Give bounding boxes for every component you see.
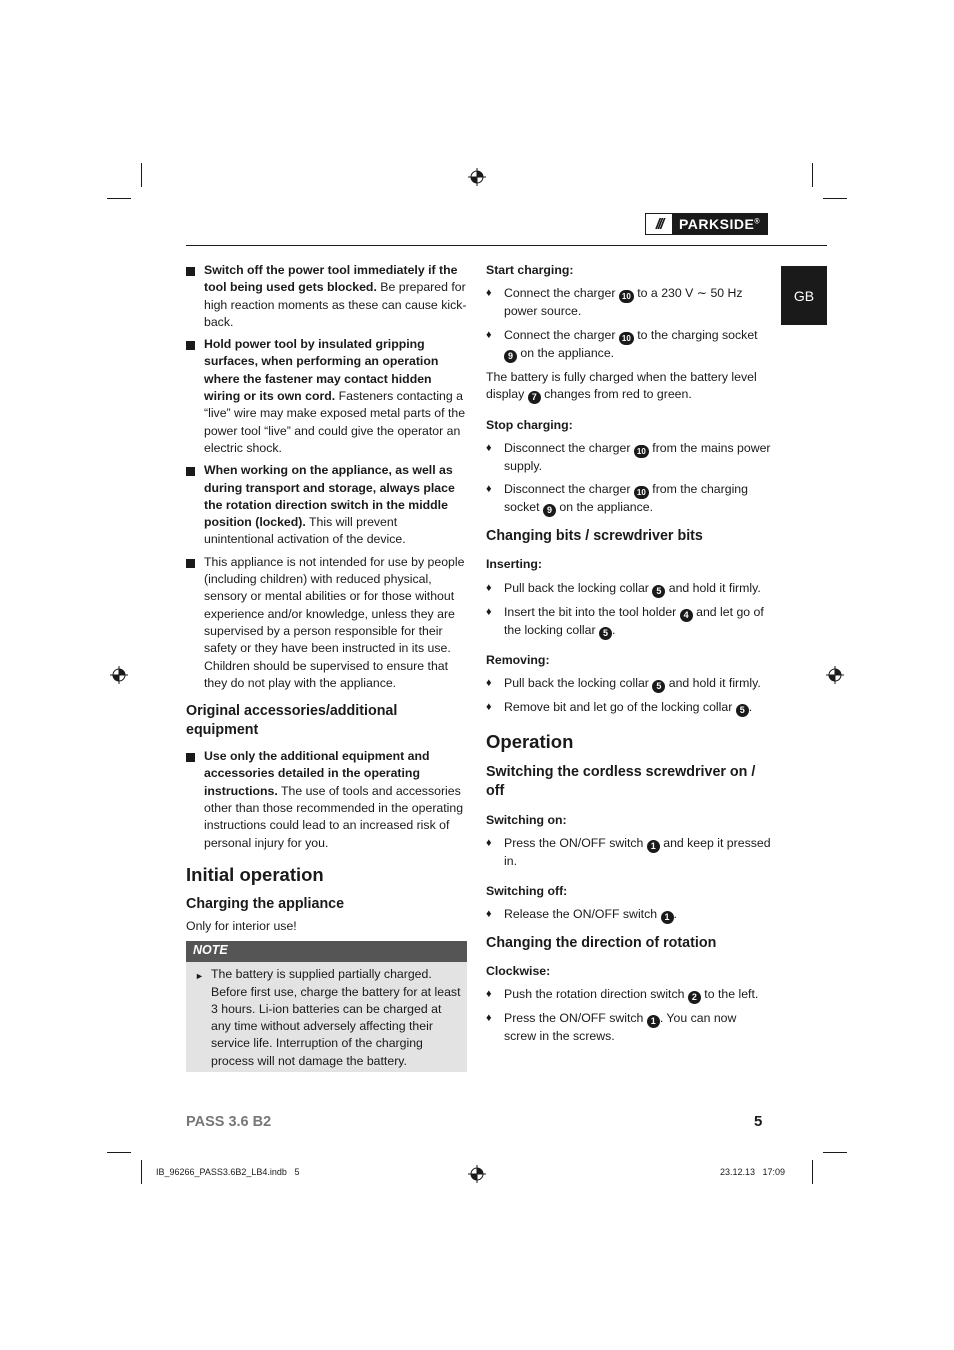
print-slug-file: IB_96266_PASS3.6B2_LB4.indb 5 [156,1167,300,1177]
crop-mark [823,198,847,199]
callout-number: 10 [619,290,634,303]
heading-clockwise: Clockwise: [486,963,551,978]
battery-full-text: The battery is fully charged when the battery level display 7 changes from red to green. [486,369,757,402]
diamond-bullet-icon: ♦ [486,837,492,850]
note-title: NOTE [186,941,467,962]
callout-number: 5 [652,585,665,598]
callout-number: 4 [680,609,693,622]
safety-bullet: This appliance is not intended for use by people (including children) with reduced physical, sensory or mental abilities or for those without experience and/or knowledge, unless they are supervised by a person responsible for their safety or they have been instructed in its use. Children should be supervised to ensure that they do not play with the appliance. [186,554,467,692]
heading-initial-operation: Initial operation [186,863,324,885]
diamond-bullet-icon: ♦ [486,1012,492,1025]
square-bullet-icon [186,467,195,476]
step-item: ♦ Disconnect the charger 10 from the mains power supply. [486,441,771,474]
heading-changing-bits: Changing bits / screwdriver bits [486,528,703,545]
heading-accessories: Original accessories/additional equipment [186,703,398,739]
heading-switching-on: Switching on: [486,813,567,828]
crop-mark [141,163,142,187]
step-item: ♦ Disconnect the charger 10 from the charging socket 9 on the appliance. [486,482,748,516]
safety-bullet: Switch off the power tool immediately if the tool being used gets blocked. Be prepared for high reaction moments as these can cause kick-back. [186,262,467,331]
callout-number: 9 [543,504,556,517]
diamond-bullet-icon: ♦ [486,907,492,920]
diamond-bullet-icon: ♦ [486,988,492,1001]
heading-stop-charging: Stop charging: [486,417,573,432]
registration-mark-icon [468,1165,486,1183]
callout-number: 10 [619,332,634,345]
crop-mark [823,1152,847,1153]
step-item: ♦ Pull back the locking collar 5 and hold it firmly. [486,676,761,692]
diamond-bullet-icon: ♦ [486,701,492,714]
step-item: ♦ Push the rotation direction switch 2 to the left. [486,987,759,1003]
registration-mark-icon [468,168,486,186]
note-box [186,941,467,1072]
heading-operation: Operation [486,731,574,753]
brand-logo [645,213,768,235]
accessories-bullet: Use only the additional equipment and accessories detailed in the operating instructions. The use of tools and accessories other than those recommended in the operating instructions could lead to an increased risk of personal injury for you. [186,748,467,852]
left-column [186,262,467,1072]
square-bullet-icon [186,267,195,276]
heading-direction: Changing the direction of rotation [486,934,717,951]
diamond-bullet-icon: ♦ [486,483,492,496]
crop-mark [812,1160,813,1184]
callout-number: 5 [736,704,749,717]
safety-bullet: Hold power tool by insulated gripping surfaces, when performing an operation where the fastener may contact hidden wiring or its own cord. Fasteners contacting a “live” wire may make exposed metal parts of the power tool “live” and could give the operator an electric shock. [186,336,467,457]
step-item: ♦ Remove bit and let go of the locking collar 5 . [486,700,753,716]
diamond-bullet-icon: ♦ [486,677,492,690]
callout-number: 10 [634,486,649,499]
step-item: ♦ Connect the charger 10 to a 230 V ∼ 50 Hz power source. [486,286,743,319]
square-bullet-icon [186,341,195,350]
header-rule [186,245,827,246]
diamond-bullet-icon: ♦ [486,581,492,594]
square-bullet-icon [186,559,195,568]
heading-removing: Removing: [486,652,550,667]
diamond-bullet-icon: ♦ [486,605,492,618]
square-bullet-icon [186,753,195,762]
step-item: ♦ Press the ON/OFF switch 1 . You can now screw in the screws. [486,1011,737,1044]
heading-charging: Charging the appliance [186,895,345,912]
step-item: ♦ Release the ON/OFF switch 1 . [486,906,677,922]
heading-switching-off: Switching off: [486,883,568,898]
registration-mark-icon [110,666,128,684]
note-body: ► The battery is supplied partially charged. Before first use, charge the battery for at least 3 hours. Li-ion batteries can be charged at any time without adversely affecting their service life. Interruption of the charging process will not damage the battery. [195,967,461,1068]
callout-number: 2 [688,991,701,1004]
callout-number: 10 [634,445,649,458]
language-tab: GB [781,266,827,325]
footer-model: PASS 3.6 B2 [186,1114,272,1130]
diamond-bullet-icon: ♦ [486,287,492,300]
step-item: ♦ Press the ON/OFF switch 1 and keep it pressed in. [486,836,771,869]
callout-number: 7 [528,391,541,404]
heading-switching: Switching the cordless screwdriver on / off [486,764,756,800]
brand-name: PARKSIDE® [679,216,760,232]
step-item: ♦ Connect the charger 10 to the charging socket 9 on the appliance. [486,327,758,361]
callout-number: 5 [652,680,665,693]
diamond-bullet-icon: ♦ [486,442,492,455]
arrow-right-icon: ► [195,971,204,982]
heading-start-charging: Start charging: [486,263,574,277]
heading-inserting: Inserting: [486,557,543,572]
step-item: ♦ Pull back the locking collar 5 and hold it firmly. [486,580,761,596]
callout-number: 1 [647,1015,660,1028]
callout-number: 1 [647,840,660,853]
right-column [486,262,771,1052]
print-slug-date: 23.12.13 17:09 [720,1167,786,1177]
callout-number: 9 [504,350,517,363]
diamond-bullet-icon: ♦ [486,328,492,341]
safety-bullet: When working on the appliance, as well as during transport and storage, always place the rotation direction switch in the middle position (locked). This will prevent unintentional activation of the device. [186,462,467,548]
step-item: ♦ Insert the bit into the tool holder 4 and let go of the locking collar 5 . [486,604,764,638]
registration-mark-icon [826,666,844,684]
page-number: 5 [754,1113,763,1130]
brand-slashes: /// [646,214,672,234]
callout-number: 1 [661,911,674,924]
crop-mark [107,198,131,199]
crop-mark [107,1152,131,1153]
crop-mark [812,163,813,187]
callout-number: 5 [599,627,612,640]
crop-mark [141,1160,142,1184]
interior-use-text: Only for interior use! [186,918,297,933]
